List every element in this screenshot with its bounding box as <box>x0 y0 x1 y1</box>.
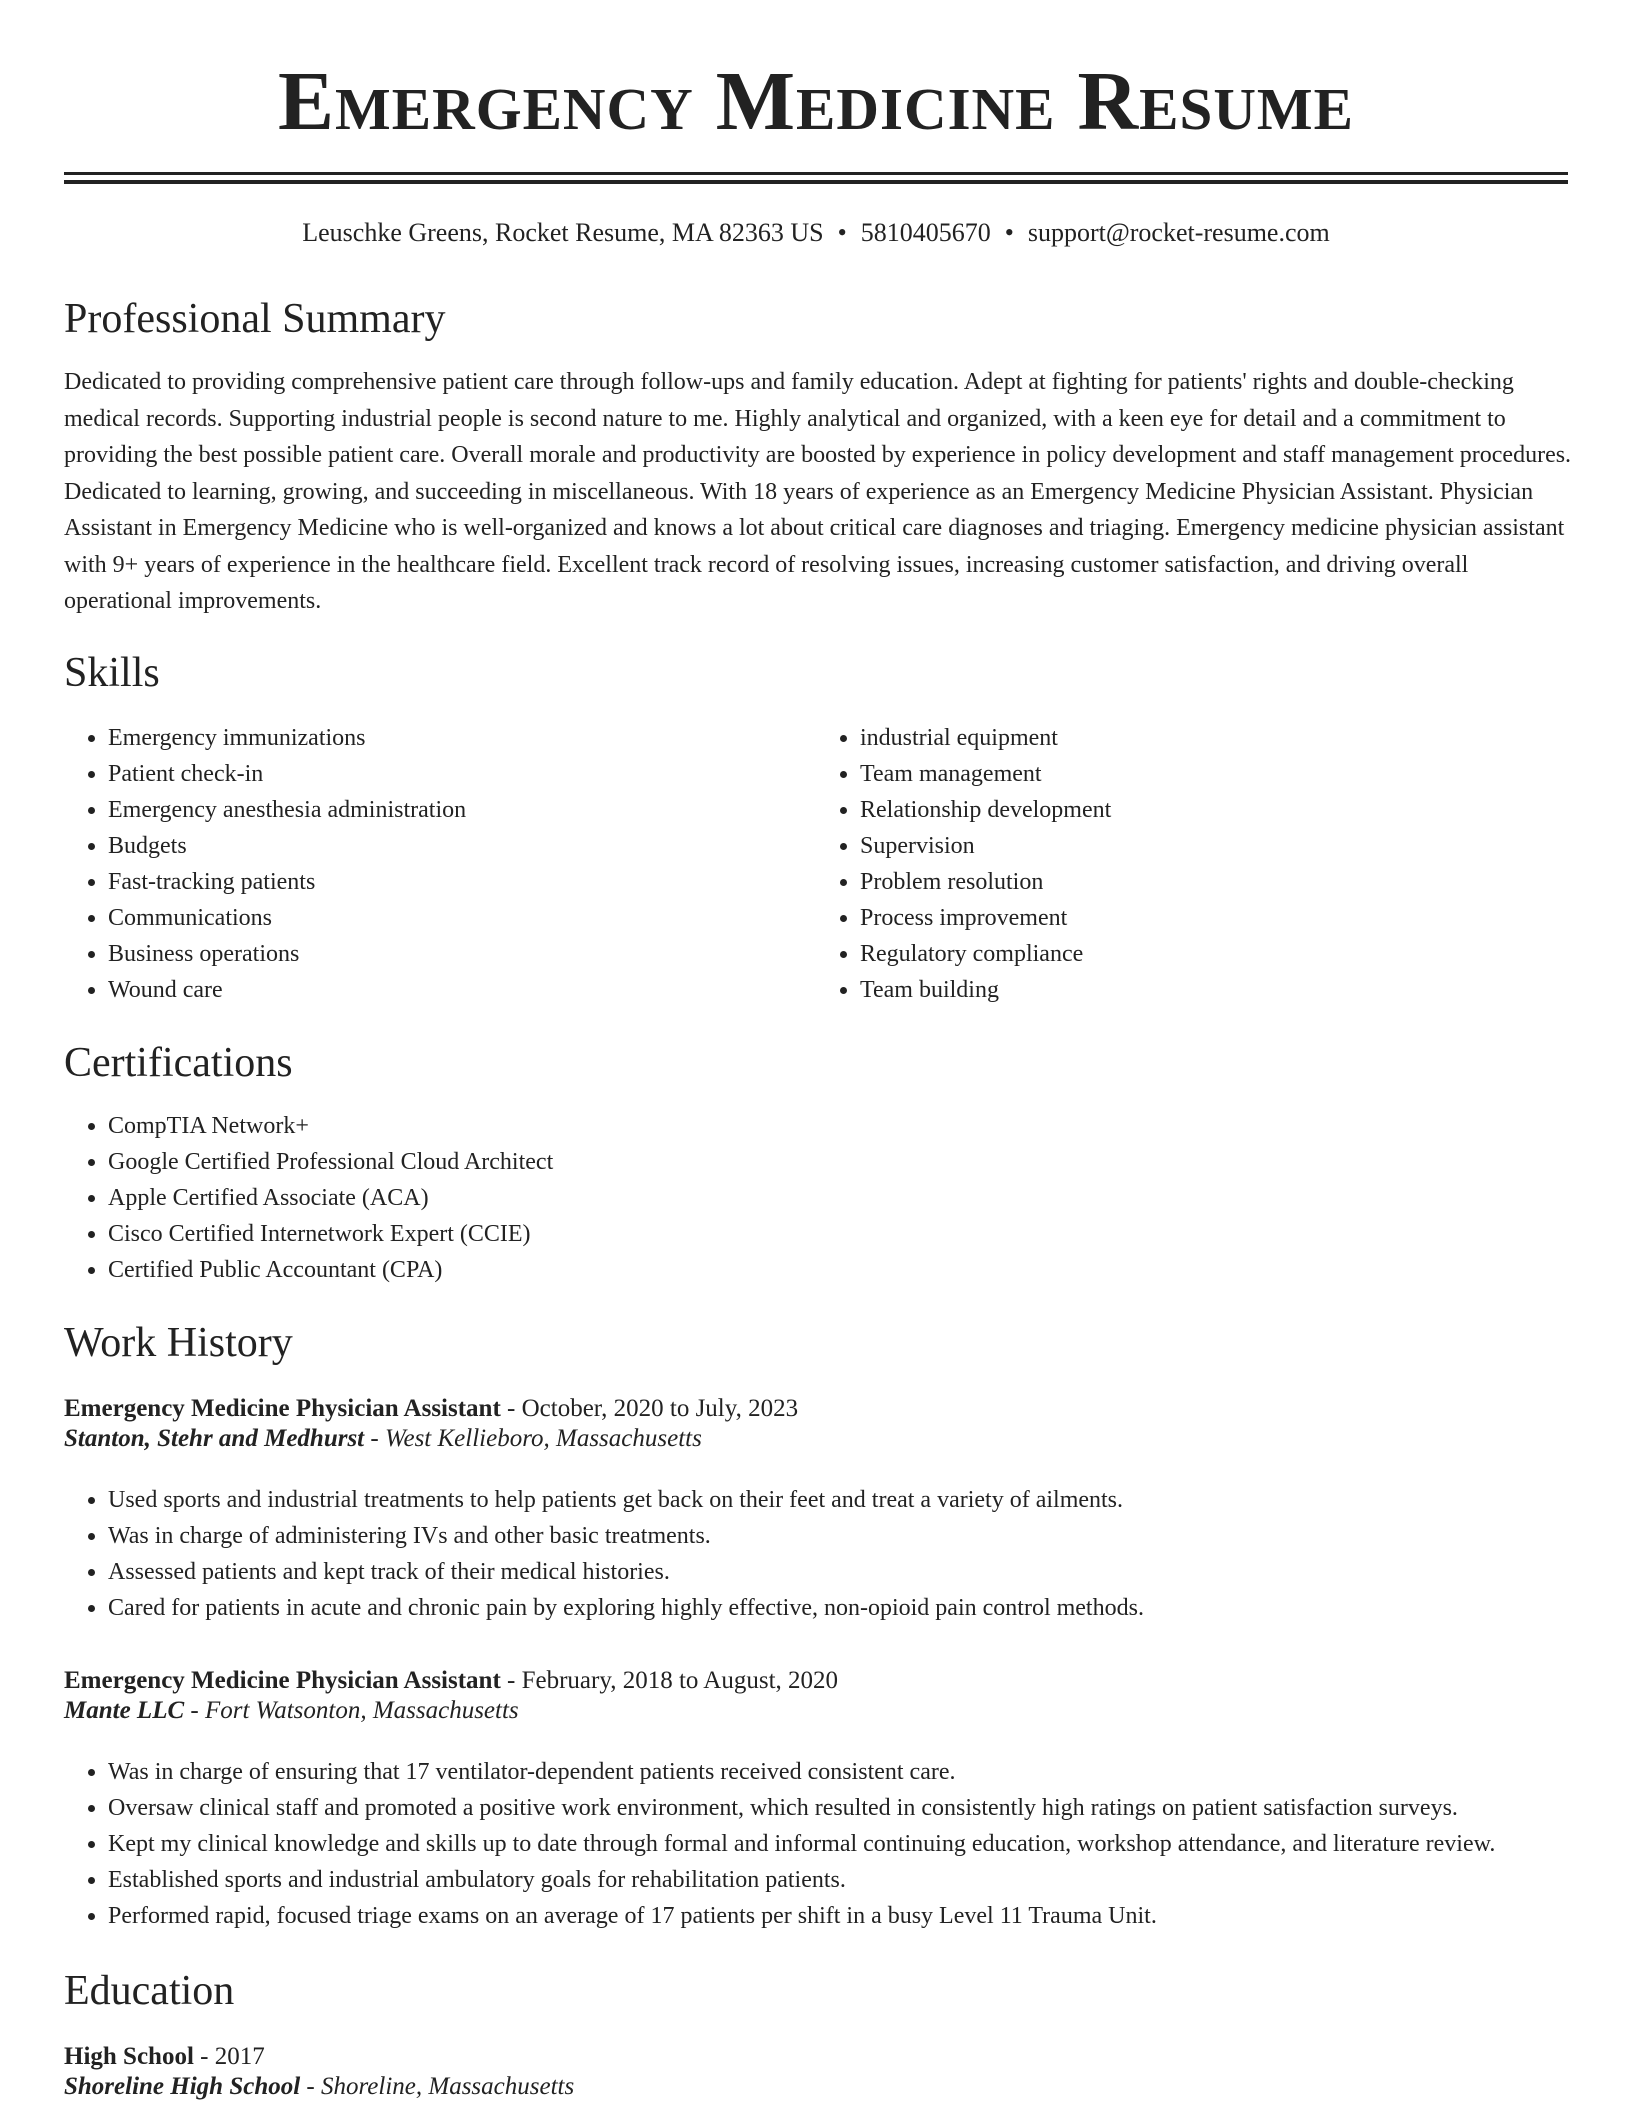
job-location: - West Kellieboro, Massachusetts <box>364 1425 702 1452</box>
skill-item: • Emergency anesthesia administration <box>108 792 816 828</box>
job-location: - Fort Watsonton, Massachusetts <box>184 1697 519 1724</box>
education-location: - Shoreline, Massachusetts <box>300 2073 575 2100</box>
education-year: - 2017 <box>193 2043 265 2070</box>
job-dates: - October, 2020 to July, 2023 <box>500 1395 799 1422</box>
education-degree: High School <box>64 2043 194 2070</box>
resume-title: Emergency Medicine Resume <box>278 55 1354 148</box>
certifications-list <box>64 1108 1612 1288</box>
skill-item: • Communications <box>108 900 816 936</box>
work-history-heading: Work History <box>64 1320 293 1366</box>
certification-item: • Certified Public Accountant (CPA) <box>108 1252 1612 1288</box>
skill-item: • Team management <box>860 756 1568 792</box>
job-employer-line <box>64 1424 1574 1454</box>
skill-item: • Relationship development <box>860 792 1568 828</box>
certification-item: • Apple Certified Associate (ACA) <box>108 1180 1612 1216</box>
skill-item: • Business operations <box>108 936 816 972</box>
skill-item: • Wound care <box>108 972 816 1008</box>
certification-item: • CompTIA Network+ <box>108 1108 1612 1144</box>
job-company: Mante LLC <box>64 1697 185 1724</box>
skill-item: • Patient check-in <box>108 756 816 792</box>
skill-item: • Regulatory compliance <box>860 936 1568 972</box>
contact-phone: 5810405670 <box>860 218 991 247</box>
job-entry <box>64 1666 1574 1726</box>
job-duty-item: • Was in charge of administering IVs and other basic treatments. <box>108 1518 1618 1554</box>
summary-text: Dedicated to providing comprehensive patient care through follow-ups and family education. Adept at fighting for patients' rights and double-checking medical records. Supporting industrial people is second nature to me. Highly analytical and organized, with a keen eye for detail and a commitment to providing the best possible patient care. Overall morale and productivity are boosted by experience in policy development and staff management procedures. Dedicated to learning, growing, and succeeding in miscellaneous. With 18 years of experience as an Emergency Medicine Physician Assistant. Physician Assistant in Emergency Medicine who is well-organized and knows a lot about critical care diagnoses and triaging. Emergency medicine physician assistant with 9+ years of experience in the healthcare field. Excellent track record of resolving issues, increasing customer satisfaction, and driving overall operational improvements. <box>64 369 1572 614</box>
job-duties-list <box>64 1482 1618 1626</box>
job-role: Emergency Medicine Physician Assistant <box>64 1395 501 1422</box>
job-duty-item: • Cared for patients in acute and chronic pain by exploring highly effective, non-opioid pain control methods. <box>108 1590 1618 1626</box>
job-title-line <box>64 1666 1574 1696</box>
skill-item: • Fast-tracking patients <box>108 864 816 900</box>
certification-item: • Cisco Certified Internetwork Expert (CCIE) <box>108 1216 1612 1252</box>
contact-address: Leuschke Greens, Rocket Resume, MA 82363 US <box>302 218 824 247</box>
education-entry <box>64 2042 1574 2102</box>
job-duty-item: • Was in charge of ensuring that 17 ventilator-dependent patients received consistent care. <box>108 1754 1618 1790</box>
job-role: Emergency Medicine Physician Assistant <box>64 1667 501 1694</box>
job-duty-item: • Used sports and industrial treatments to help patients get back on their feet and treat a variety of ailments. <box>108 1482 1618 1518</box>
job-company: Stanton, Stehr and Medhurst <box>64 1425 365 1452</box>
education-school-line <box>64 2072 1574 2102</box>
skill-item: • Process improvement <box>860 900 1568 936</box>
skill-item: • Problem resolution <box>860 864 1568 900</box>
job-title-line <box>64 1394 1574 1424</box>
education-school: Shoreline High School <box>64 2073 301 2100</box>
job-employer-line <box>64 1696 1574 1726</box>
skill-item: • Team building <box>860 972 1568 1008</box>
skill-item: • Budgets <box>108 828 816 864</box>
job-entry <box>64 1394 1574 1454</box>
job-dates: - February, 2018 to August, 2020 <box>500 1667 839 1694</box>
skills-heading: Skills <box>64 650 160 696</box>
skills-list <box>64 720 1568 1008</box>
certification-item: • Google Certified Professional Cloud Architect <box>108 1144 1612 1180</box>
job-duties-list <box>64 1754 1618 1934</box>
title-double-rule <box>64 172 1568 184</box>
job-duty-item: • Kept my clinical knowledge and skills up to date through formal and informal continuing education, workshop attendance, and literature review. <box>108 1826 1618 1862</box>
certifications-heading: Certifications <box>64 1040 293 1086</box>
job-duty-item: • Performed rapid, focused triage exams on an average of 17 patients per shift in a busy Level 11 Trauma Unit. <box>108 1898 1618 1934</box>
job-duty-item: • Oversaw clinical staff and promoted a positive work environment, which resulted in consistently high ratings on patient satisfaction surveys. <box>108 1790 1618 1826</box>
skill-item: • industrial equipment <box>860 720 1568 756</box>
contact-separator: • <box>1004 218 1014 247</box>
contact-separator: • <box>837 218 847 247</box>
skill-item: • Supervision <box>860 828 1568 864</box>
skills-column-right <box>816 720 1568 1008</box>
job-duty-item: • Assessed patients and kept track of their medical histories. <box>108 1554 1618 1590</box>
contact-email: support@rocket-resume.com <box>1027 218 1330 247</box>
summary-heading: Professional Summary <box>64 296 446 342</box>
skill-item: • Emergency immunizations <box>108 720 816 756</box>
contact-line <box>64 220 1568 246</box>
education-degree-line <box>64 2042 1574 2072</box>
job-duty-item: • Established sports and industrial ambulatory goals for rehabilitation patients. <box>108 1862 1618 1898</box>
education-heading: Education <box>64 1968 235 2014</box>
skills-column-left <box>64 720 816 1008</box>
